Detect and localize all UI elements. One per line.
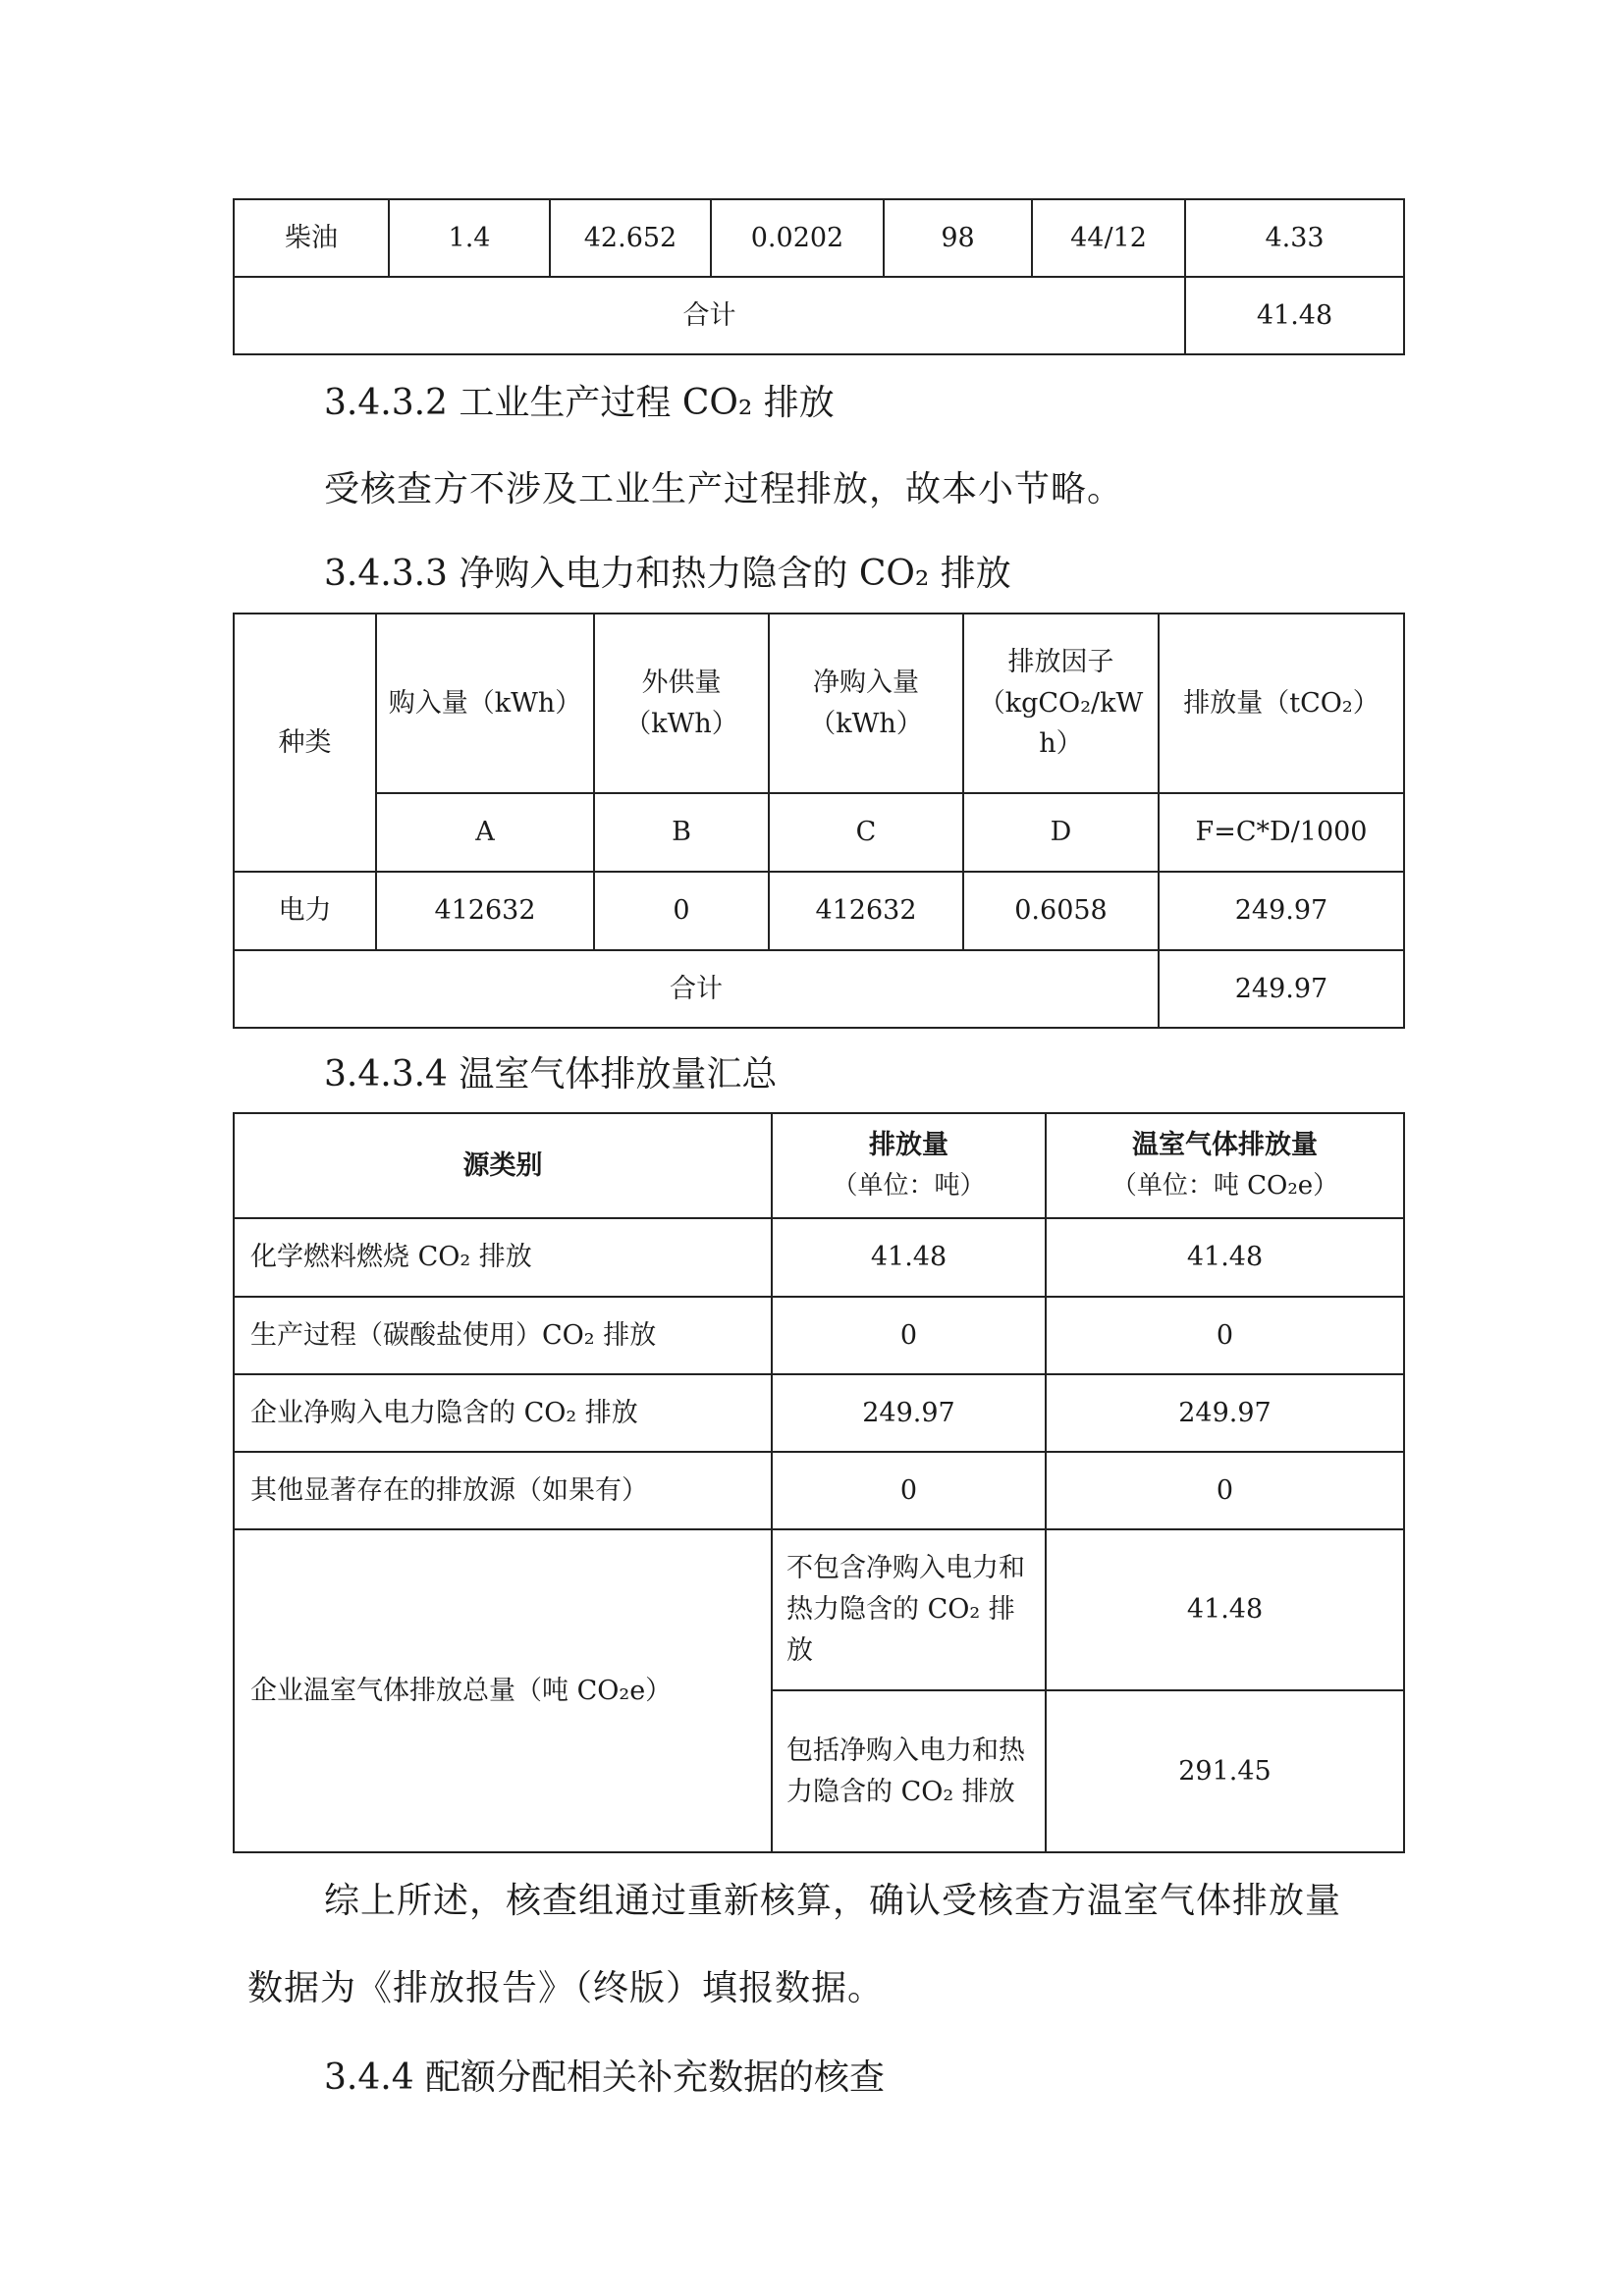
code-b: B	[594, 793, 769, 872]
ghg-value: 249.97	[1046, 1374, 1404, 1452]
emission-value: 0	[772, 1452, 1046, 1529]
elec-total-label: 合计	[234, 950, 1159, 1028]
fuel-total-label: 合计	[234, 277, 1185, 354]
fuel-combustion-table	[233, 198, 1405, 355]
source-label: 企业净购入电力隐含的 CO₂ 排放	[234, 1374, 772, 1452]
electricity-table	[233, 613, 1405, 1029]
code-f: F=C*D/1000	[1159, 793, 1404, 872]
conclusion-line-2: 数据为《排放报告》（终版）填报数据。	[247, 1968, 885, 2008]
header-emission-title: 排放量	[869, 1130, 948, 1161]
emission-value: 0	[772, 1297, 1046, 1374]
elec-total-value: 249.97	[1159, 950, 1404, 1028]
col-net-line2: （kWh）	[809, 708, 923, 739]
source-label: 其他显著存在的排放源（如果有）	[234, 1452, 772, 1529]
header-emission	[772, 1113, 1046, 1218]
elec-cell: 0	[594, 872, 769, 950]
total-label: 企业温室气体排放总量（吨 CO₂e）	[234, 1529, 772, 1852]
fuel-name-cell: 柴油	[234, 199, 389, 277]
excl-purchased-value: 41.48	[1046, 1529, 1404, 1690]
heading-3-4-4: 3.4.4 配额分配相关补充数据的核查	[324, 2057, 886, 2098]
code-d: D	[963, 793, 1159, 872]
header-ghg-title: 温室气体排放量	[1132, 1130, 1318, 1161]
col-purchase: 购入量（kWh）	[376, 614, 594, 793]
heading-3-4-3-3: 3.4.3.3 净购入电力和热力隐含的 CO₂ 排放	[324, 554, 1011, 594]
fuel-cell: 1.4	[389, 199, 550, 277]
col-net	[769, 614, 963, 793]
fuel-cell: 0.0202	[711, 199, 884, 277]
fuel-cell: 42.652	[550, 199, 711, 277]
header-source: 源类别	[234, 1113, 772, 1218]
heading-3-4-3-4: 3.4.3.4 温室气体排放量汇总	[324, 1054, 778, 1095]
fuel-emission-cell: 4.33	[1185, 199, 1404, 277]
col-net-line1: 净购入量	[813, 667, 919, 698]
excl-purchased-label: 不包含净购入电力和热力隐含的 CO₂ 排放	[772, 1529, 1046, 1690]
code-c: C	[769, 793, 963, 872]
source-label: 化学燃料燃烧 CO₂ 排放	[234, 1218, 772, 1297]
elec-cell: 249.97	[1159, 872, 1404, 950]
elec-cell: 0.6058	[963, 872, 1159, 950]
col-supply-line2: （kWh）	[624, 708, 738, 739]
ghg-value: 41.48	[1046, 1218, 1404, 1297]
col-emission: 排放量（tCO₂）	[1159, 614, 1404, 793]
col-factor-line2: （kgCO₂/kW	[978, 687, 1144, 719]
emission-value: 41.48	[772, 1218, 1046, 1297]
conclusion-line-1: 综上所述，核查组通过重新核算，确认受核查方温室气体排放量	[324, 1881, 1342, 1921]
col-supply-line1: 外供量	[641, 667, 722, 698]
incl-purchased-label: 包括净购入电力和热力隐含的 CO₂ 排放	[772, 1690, 1046, 1852]
header-ghg-unit: （单位：吨 CO₂e）	[1110, 1171, 1339, 1201]
header-emission-unit: （单位：吨）	[832, 1171, 986, 1201]
code-a: A	[376, 793, 594, 872]
ghg-summary-table	[233, 1112, 1405, 1853]
fuel-total-value: 41.48	[1185, 277, 1404, 354]
col-supply	[594, 614, 769, 793]
heading-3-4-3-2: 3.4.3.2 工业生产过程 CO₂ 排放	[324, 383, 835, 423]
col-factor-line1: 排放因子	[1007, 646, 1114, 677]
col-factor	[963, 614, 1159, 793]
header-ghg	[1046, 1113, 1404, 1218]
ghg-value: 0	[1046, 1452, 1404, 1529]
ghg-value: 0	[1046, 1297, 1404, 1374]
col-factor-line3: h）	[1039, 728, 1083, 760]
fuel-cell: 44/12	[1032, 199, 1185, 277]
paragraph-3-4-3-2: 受核查方不涉及工业生产过程排放，故本小节略。	[324, 469, 1124, 509]
col-kind: 种类	[234, 614, 376, 872]
elec-cell: 412632	[769, 872, 963, 950]
source-label: 生产过程（碳酸盐使用）CO₂ 排放	[234, 1297, 772, 1374]
emission-value: 249.97	[772, 1374, 1046, 1452]
incl-purchased-value: 291.45	[1046, 1690, 1404, 1852]
elec-cell: 412632	[376, 872, 594, 950]
elec-kind-cell: 电力	[234, 872, 376, 950]
fuel-cell: 98	[884, 199, 1032, 277]
